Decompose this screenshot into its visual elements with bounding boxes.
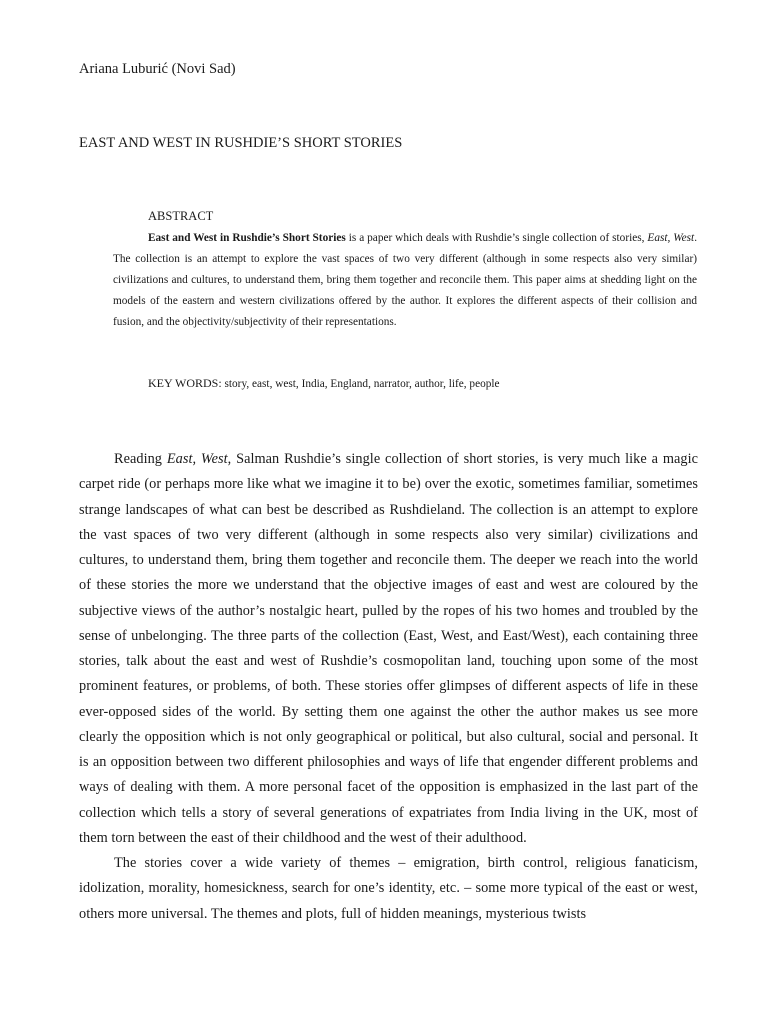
abstract-book-title: East, West xyxy=(647,232,695,244)
paper-title: EAST AND WEST IN RUSHDIE’S SHORT STORIES xyxy=(79,135,403,151)
keywords-line xyxy=(148,374,500,393)
body-paragraph-2: The stories cover a wide variety of themes – emigration, birth control, religious fanaticism, idolization, morality, homesickness, search for one’s identity, etc. – some more typical of the east or west, others more universal. The themes and plots, full of hidden meanings, mysterious twists xyxy=(79,855,698,922)
body-text xyxy=(79,447,698,952)
abstract-text-part-1: is a paper which deals with Rushdie’s single collection of stories, xyxy=(345,232,648,244)
author-line: Ariana Luburić (Novi Sad) xyxy=(79,61,236,77)
abstract-text-part-2: . The collection is an attempt to explore the vast spaces of two very different (although in some respects also very similar) civilizations and cultures, to understand them, bring them together and reconcile them. This paper aims at shedding light on the models of the eastern and western civilizations offered by the author. It explores the different aspects of their collision and fusion, and the objectivity/subjectivity of their representations. xyxy=(113,232,698,328)
abstract-body xyxy=(113,228,697,333)
paragraph-1-book-title: East, West xyxy=(166,451,228,467)
keywords-label: KEY WORDS: xyxy=(148,376,222,390)
keywords-list: story, east, west, India, England, narrator, author, life, people xyxy=(224,378,500,390)
body-paragraph-1 xyxy=(79,447,698,851)
paragraph-1-start: Reading xyxy=(114,451,167,467)
abstract-paper-title: East and West in Rushdie’s Short Stories xyxy=(148,232,346,244)
paragraph-1-rest: , Salman Rushdie’s single collection of short stories, is very much like a magic carpet ride (or perhaps more like what we imagine it to be) over the exotic, sometimes familiar, sometimes strange landscapes of what can best be described as Rushdieland. The collection is an attempt to explore the vast spaces of two very different (although in some respects also very similar) civilizations and cultures, to understand them, bring them together and reconcile them. The deeper we reach into the world of these stories the more we understand that the objective images of east and west are coloured by the subjective views of the author’s nostalgic heart, pulled by the ropes of his two homes and troubled by the sense of unbelonging. The three parts of the collection (East, West, and East/West), each containing three stories, talk about the east and west of Rushdie’s cosmopolitan land, touching upon some of the most prominent features, or problems, of both. These stories offer glimpses of different aspects of life in these ever-opposed sides of the world. By setting them one against the other the author makes us see more clearly the opposition which is not only geographical or political, but also cultural, social and personal. It is an opposition between two different philosophies and ways of life that engender different problems and ways of dealing with them. A more personal facet of the opposition is emphasized in the last part of the collection which tells a story of several generations of expatriates from India living in the UK, most of them torn between the east of their childhood and the west of their adulthood. xyxy=(79,451,698,846)
abstract-heading: ABSTRACT xyxy=(148,209,214,223)
